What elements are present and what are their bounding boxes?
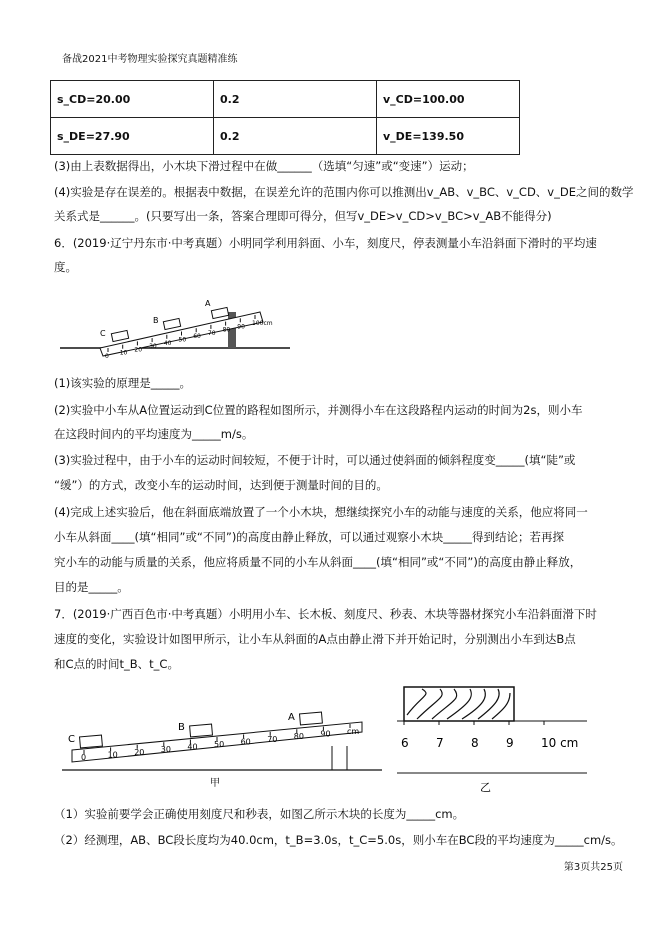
- page-header: 备战2021中考物理实验探究真题精准练: [62, 54, 238, 65]
- ruler-tick-label: 60: [193, 333, 201, 341]
- table-cell: v_DE=139.50: [377, 118, 520, 155]
- page-footer: 第3页共25页: [563, 862, 623, 873]
- ruler-tick-label: 90: [320, 729, 331, 739]
- ruler-tick-label: 40: [187, 742, 198, 752]
- problem-7-line1: 7．(2019·广西百色市·中考真题）小明用小车、长木板、刻度尺、秒表、木块等器材探究小车沿斜面滑下时: [54, 607, 597, 621]
- ruler-tick-label: 0: [105, 353, 109, 360]
- ruler-tick-label: 9: [506, 736, 514, 750]
- question-4-line1: (4)实验是存在误差的。根据表中数据，在误差允许的范围内你可以推测出v_AB、v_BC、v_CD、v_DE之间的数学: [54, 185, 634, 199]
- table-row: [51, 81, 520, 118]
- problem-6-q2-line2: 在这段时间内的平均速度为_____m/s。: [54, 427, 254, 441]
- problem-7-q2: （2）经测理，AB、BC段长度均为40.0cm，t_B=3.0s，t_C=5.0s，则小车在BC段的平均速度为_____cm/s。: [54, 833, 623, 847]
- ruler-tick-label: 20: [134, 747, 145, 757]
- ruler-tick-label: 6: [401, 736, 409, 750]
- table-cell: s_CD=20.00: [51, 81, 214, 118]
- ruler-tick-label: 50: [214, 740, 225, 749]
- problem-6-q3-line1: (3)实验过程中，由于小车的运动时间较短，不便于计时，可以通过使斜面的倾斜程度变_____(填“陡”或: [54, 453, 576, 467]
- problem-7-line2: 速度的变化，实验设计如图甲所示，让小车从斜面的A点由静止滑下并开始记时，分别测出小车到达B点: [54, 632, 576, 646]
- ruler-tick-label: 70: [207, 329, 216, 337]
- ruler-tick-label: 0: [81, 753, 87, 762]
- label-b: B: [178, 722, 185, 733]
- problem-6-line1: 6．(2019·辽宁丹东市·中考真题）小明同学利用斜面、小车，刻度尺，停表测量小车沿斜面下滑时的平均速: [54, 236, 597, 250]
- problem-6-line2: 度。: [54, 260, 77, 274]
- problem-7-q1: （1）实验前要学会正确使用刻度尺和秒表，如图乙所示木块的长度为_____cm。: [54, 807, 465, 821]
- incline-figure-6: [60, 290, 290, 360]
- table-cell: 0.2: [214, 118, 377, 155]
- data-table: [50, 80, 520, 155]
- table-row: [51, 118, 520, 155]
- ruler-tick-label: 10: [119, 349, 128, 357]
- figure-label-jia: 甲: [210, 778, 220, 789]
- label-c: C: [100, 329, 106, 338]
- incline-figure-jia: [62, 700, 382, 790]
- ruler-tick-label: 100cm: [252, 320, 273, 327]
- label-c: C: [68, 734, 75, 745]
- question-4-line2: 关系式是______。(只要写出一条，答案合理即可得分，但写v_DE>v_CD>v_BC>v_AB不能得分): [54, 209, 552, 223]
- ruler-tick-label: 40: [163, 339, 172, 347]
- figure-label-yi: 乙: [480, 781, 491, 794]
- problem-6-q4-line2: 小车从斜面____(填“相同”或“不同”)的高度由静止释放，可以通过观察小木块_____得到结论；若再探: [54, 530, 565, 544]
- ruler-tick-label: 70: [267, 734, 278, 744]
- table-cell: 0.2: [214, 81, 377, 118]
- ruler-tick-label: 10 cm: [541, 736, 579, 750]
- problem-7-line3: 和C点的时间t_B、t_C。: [54, 657, 179, 671]
- ruler-tick-label: 80: [222, 326, 231, 334]
- ruler-tick-label: 90: [237, 323, 245, 331]
- problem-6-q4-line1: (4)完成上述实验后，他在斜面底端放置了一个小木块，想继续探究小车的动能与速度的关系，他应将同一: [54, 505, 588, 519]
- question-3: (3)由上表数据得出，小木块下滑过程中在做______（选填“匀速”或“变速”）运动；: [54, 159, 474, 173]
- table-cell: v_CD=100.00: [377, 81, 520, 118]
- problem-6-q2-line1: (2)实验中小车从A位置运动到C位置的路程如图所示，并测得小车在这段路程内运动的时间为2s，则小车: [54, 403, 583, 417]
- label-b: B: [153, 316, 159, 325]
- problem-6-q1: (1)该实验的原理是_____。: [54, 376, 192, 390]
- table-cell: s_DE=27.90: [51, 118, 214, 155]
- ruler-figure-yi: [392, 685, 592, 795]
- ruler-tick-label: 20: [134, 346, 143, 354]
- ruler-tick-label: 10: [107, 750, 118, 760]
- ruler-tick-label: 50: [178, 336, 187, 344]
- ruler-tick-label: 30: [160, 745, 171, 755]
- ruler-tick-label: 8: [471, 736, 479, 750]
- label-a: A: [205, 299, 211, 308]
- ruler-tick-label: 30: [149, 343, 157, 351]
- label-a: A: [288, 712, 295, 723]
- problem-6-q4-line4: 目的是_____。: [54, 580, 129, 594]
- ruler-tick-label: 7: [436, 736, 444, 750]
- ruler-tick-label: 60: [240, 737, 251, 747]
- problem-6-q3-line2: “缓”）的方式，改变小车的运动时间，达到便于测量时间的目的。: [54, 478, 388, 492]
- problem-6-q4-line3: 究小车的动能与质量的关系，他应将质量不同的小车从斜面____(填“相同”或“不同”)的高度由静止释放，: [54, 555, 582, 569]
- ruler-tick-label: 80: [293, 732, 304, 742]
- ruler-tick-label: cm: [347, 727, 360, 736]
